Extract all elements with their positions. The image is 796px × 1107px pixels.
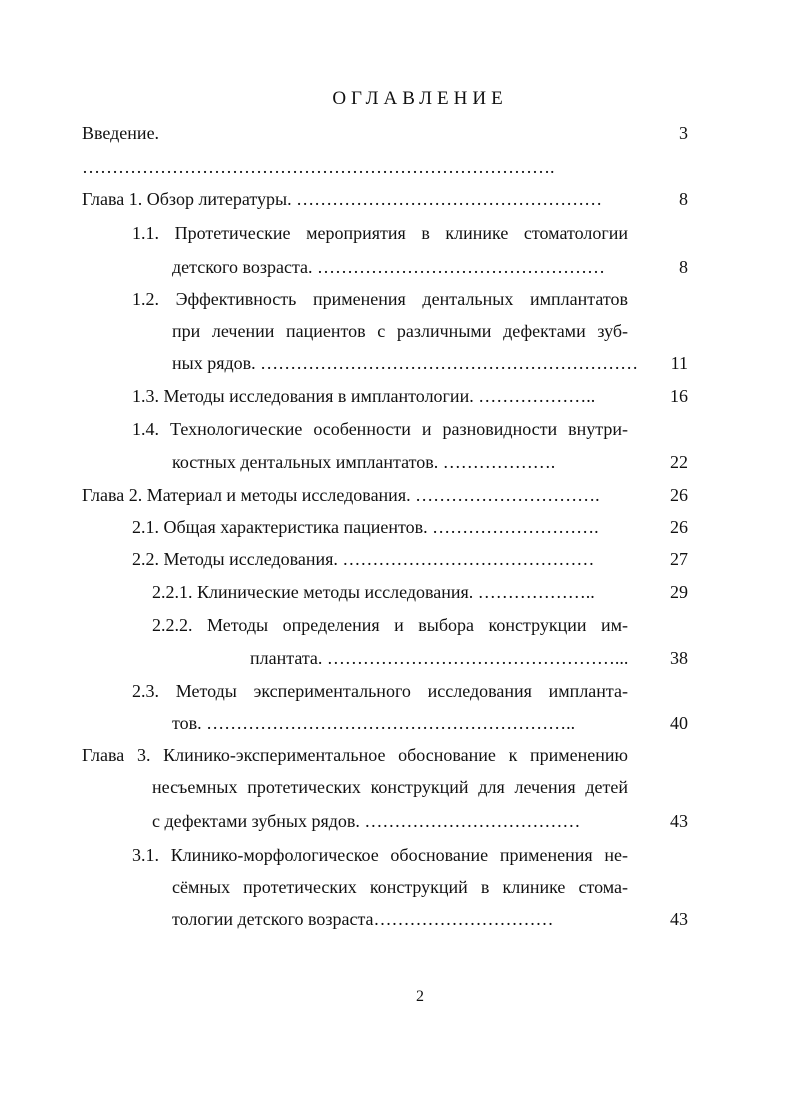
toc-line: 1.3. Методы исследования в имплантологии. ……………….. xyxy=(132,386,596,406)
page-number-footer: 2 xyxy=(416,988,424,1005)
toc-page-number: 38 xyxy=(670,648,688,668)
toc-page-number: 22 xyxy=(670,452,688,472)
toc-line: Глава 1. Обзор литературы. …………………………………………… xyxy=(82,189,603,209)
toc-page-number: 8 xyxy=(679,257,688,277)
toc-page-number: 29 xyxy=(670,582,688,602)
toc-line: Глава 3. Клинико-экспериментальное обоснование к применению xyxy=(82,745,628,765)
toc-line: 1.4. Технологические особенности и разновидности внутри- xyxy=(132,419,628,439)
toc-line: сёмных протетических конструкций в клинике стома- xyxy=(172,877,628,897)
toc-line: ных рядов. ……………………………………………………… xyxy=(172,353,639,373)
toc-page-number: 27 xyxy=(670,549,688,569)
toc-line: с дефектами зубных рядов. ……………………………… xyxy=(152,811,581,831)
toc-line: несъемных протетических конструкций для лечения детей xyxy=(152,777,628,797)
toc-page-number: 16 xyxy=(670,386,688,406)
toc-line: 2.2.2. Методы определения и выбора конструкции им- xyxy=(152,615,628,635)
toc-page-number: 43 xyxy=(670,909,688,929)
toc-line: ……………………………………………………………………. xyxy=(82,157,555,177)
toc-page-number: 26 xyxy=(670,485,688,505)
toc-line: плантата. …………………………………………... xyxy=(250,648,629,668)
toc-line: детского возраста. ………………………………………… xyxy=(172,257,606,277)
toc-page-number: 3 xyxy=(679,123,688,143)
toc-line: 2.3. Методы экспериментального исследования импланта- xyxy=(132,681,628,701)
toc-line: 1.2. Эффективность применения дентальных имплантатов xyxy=(132,289,628,309)
toc-page-number: 8 xyxy=(679,189,688,209)
toc-line: костных дентальных имплантатов. ………………. xyxy=(172,452,556,472)
toc-line: 2.1. Общая характеристика пациентов. ………………………. xyxy=(132,517,599,537)
toc-page-number: 11 xyxy=(670,353,688,373)
toc-line: Глава 2. Материал и методы исследования. …………………………. xyxy=(82,485,600,505)
toc-line: тов. …………………………………………………….. xyxy=(172,713,576,733)
toc-line: тологии детского возраста………………………… xyxy=(172,909,554,929)
toc-page-number: 43 xyxy=(670,811,688,831)
toc-line: 3.1. Клинико-морфологическое обоснование применения не- xyxy=(132,845,628,865)
toc-line: 2.2.1. Клинические методы исследования. ……………….. xyxy=(152,582,595,602)
toc-page-number: 40 xyxy=(670,713,688,733)
toc-page-number: 26 xyxy=(670,517,688,537)
toc-line: Введение. xyxy=(82,123,160,143)
toc-line: 1.1. Протетические мероприятия в клинике стоматологии xyxy=(132,223,628,243)
toc-title: ОГЛАВЛЕНИЕ xyxy=(332,88,508,109)
toc-line: 2.2. Методы исследования. …………………………………… xyxy=(132,549,595,569)
toc-line: при лечении пациентов с различными дефектами зуб- xyxy=(172,321,628,341)
